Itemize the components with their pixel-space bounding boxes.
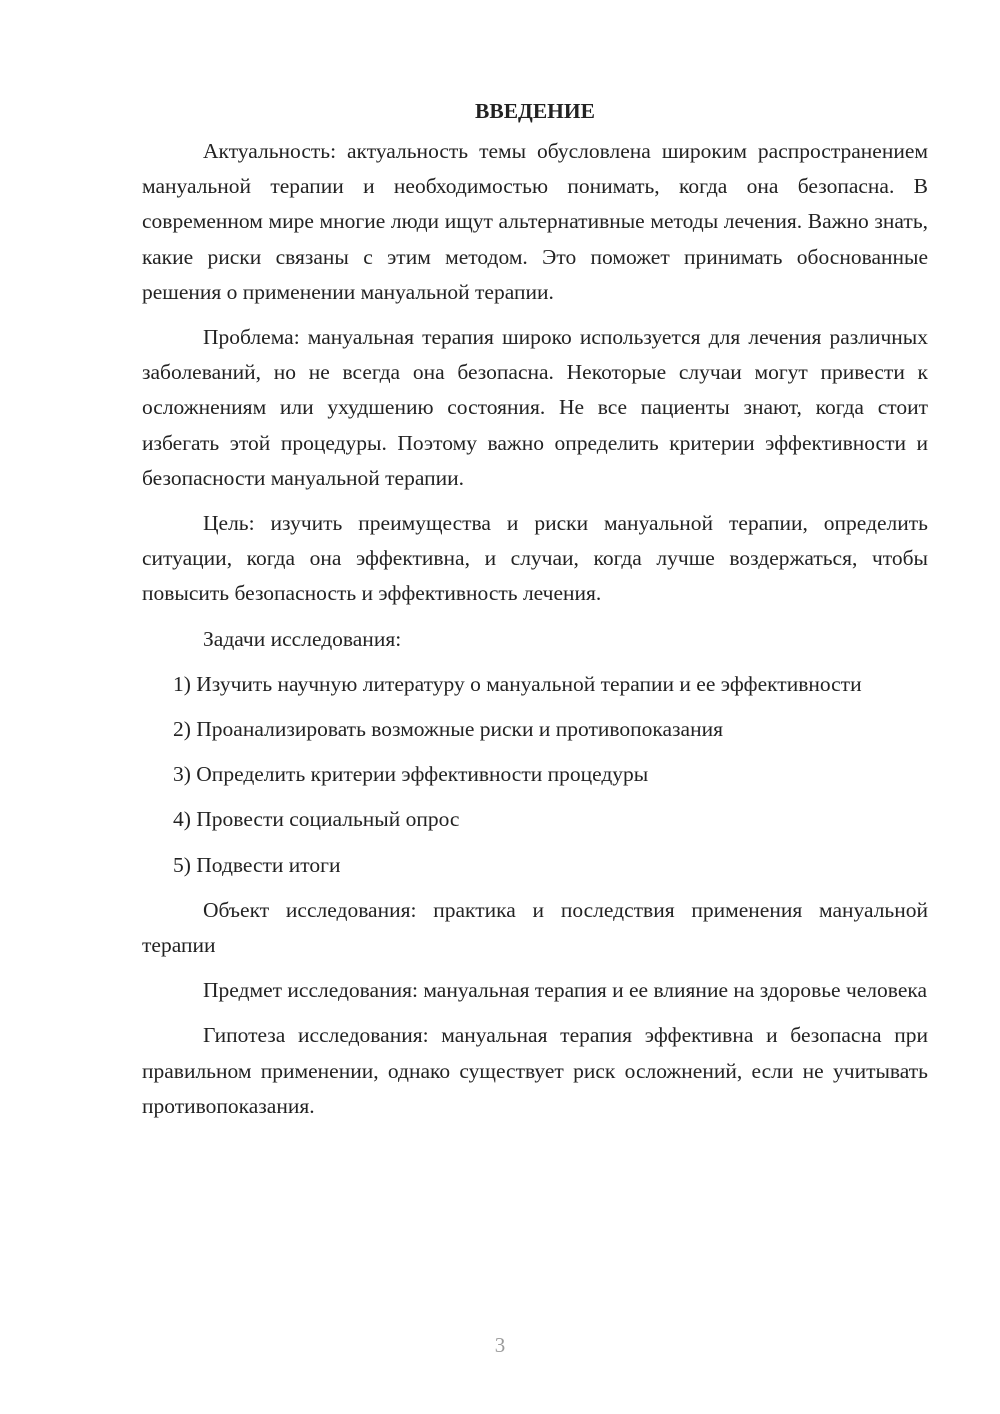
task-item-1: 1) Изучить научную литературу о мануальной терапии и ее эффективности <box>173 671 862 696</box>
task-item-3: 3) Определить критерии эффективности процедуры <box>173 762 649 787</box>
section-title: ВВЕДЕНИЕ <box>475 99 595 123</box>
task-item-4: 4) Провести социальный опрос <box>173 807 460 832</box>
document-page <box>142 96 928 1134</box>
paragraph-object: Объект исследования: практика и последствия применения мануальной терапии <box>142 897 928 958</box>
task-item-2: 2) Проанализировать возможные риски и противопоказания <box>173 717 723 742</box>
page-number: 3 <box>494 1333 506 1357</box>
paragraph-goal: Цель: изучить преимущества и риски мануальной терапии, определить ситуации, когда она эффективна, и случаи, когда лучше воздержаться, чтобы повысить безопасность и эффективность лечения. <box>142 511 928 606</box>
paragraph-relevance: Актуальность: актуальность темы обусловлена широким распространением мануальной терапии и необходимостью понимать, когда она безопасна. В современном мире многие люди ищут альтернативные методы лечения. Важно знать, какие риски связаны с этим методом. Это поможет принимать обоснованные решения о применении мануальной терапии. <box>142 139 928 304</box>
task-item-5: 5) Подвести итоги <box>173 852 341 877</box>
paragraph-tasks-heading: Задачи исследования: <box>203 626 402 651</box>
paragraph-subject: Предмет исследования: мануальная терапия и ее влияние на здоровье человека <box>203 978 928 1003</box>
paragraph-problem: Проблема: мануальная терапия широко используется для лечения различных заболеваний, но не всегда она безопасна. Некоторые случаи могут привести к осложнениям или ухудшению состояния. Не все пациенты знают, когда стоит избегать этой процедуры. Поэтому важно определить критерии эффективности и безопасности мануальной терапии. <box>142 325 928 490</box>
paragraph-hypothesis: Гипотеза исследования: мануальная терапия эффективна и безопасна при правильном применении, однако существует риск осложнений, если не учитывать противопоказания. <box>142 1023 928 1118</box>
